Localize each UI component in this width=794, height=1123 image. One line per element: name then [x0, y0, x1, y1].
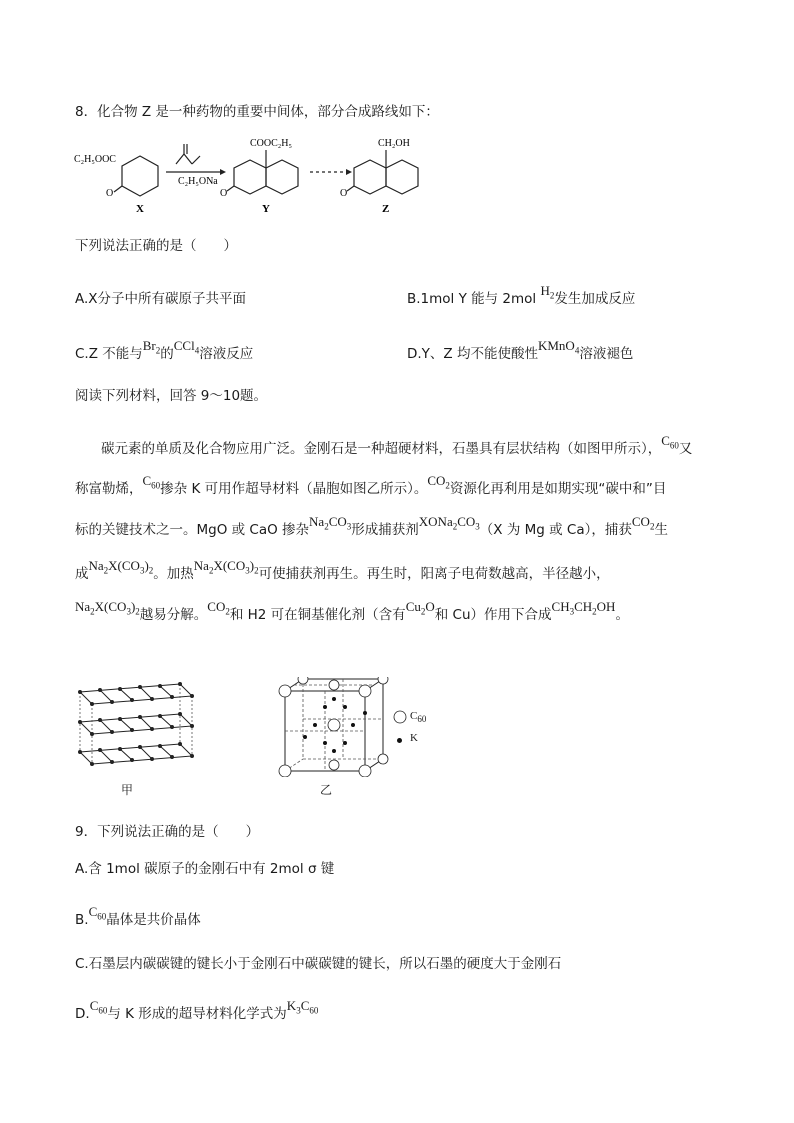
legend-k-label: K [410, 732, 418, 744]
y-label: Y [262, 203, 270, 215]
reading-line-3: 标的关键技术之一。MgO 或 CaO 掺杂$Na_2CO_3$形成捕获剂$XONa_2CO_3(X$ 为 Mg 或 Ca），捕获$CO_2$生 [75, 514, 668, 538]
legend-c60-label: $C_{60}$ [410, 710, 427, 725]
graphite-figure [70, 680, 200, 780]
q9-stem: 9．下列说法正确的是（ ） [75, 824, 260, 840]
z-substituent: CH₂OH [378, 138, 410, 149]
x-label: X [136, 203, 144, 215]
graphite-layer-middle [80, 714, 192, 734]
na2xco32-formula-1: $Na_2X(CO_3)_2$ [88, 558, 154, 576]
q8-question: 下列说法正确的是（ ） [75, 238, 237, 254]
q8-option-a: A.X分子中所有碳原子共平面 [75, 291, 247, 307]
svg-text:O: O [340, 188, 348, 199]
reading-line-5: $Na_2X(CO_3)_2$越易分解。$CO_2$和 H2 可在铜基催化剂（含有$Cu_2O$和 Cu）作用下合成$CH_3CH_2OH$。 [75, 599, 629, 623]
q8-option-c: C.Z 不能与$Br_2$的CCl$_4$溶液反应 [75, 338, 254, 362]
svg-text:O: O [106, 188, 114, 199]
graphite-layer-top [80, 684, 192, 704]
q8-option-b: B.1mol Y 能与 2mol $H_2$发生加成反应 [407, 283, 636, 307]
q9-option-b: $B.C_{60}$晶体是共价晶体 [75, 904, 201, 928]
y-substituent: COOC₂H₅ [250, 138, 292, 149]
q9-option-a: A.含 1mol 碳原子的金刚石中有 2mol σ 键 [75, 861, 335, 877]
z-label: Z [382, 203, 390, 215]
reading-line-2: 称富勒烯，$C_{60}$掺杂 K 可用作超导材料（晶胞如图乙所示）。$CO_2$资源化再利用是如期实现“碳中和”目 [75, 473, 667, 497]
figure-jia-label: 甲 [121, 783, 134, 797]
unit-cell-figure [275, 677, 395, 777]
x-substituent: C₂H₅OOC [74, 154, 116, 165]
reading-line-4: 成$Na_2X(CO_3)_2$。加热$Na_2X(CO_3)_2$可使捕获剂再生。再生时，阳离子电荷数越高，半径越小， [75, 558, 610, 582]
legend-k-dot-icon [397, 738, 402, 743]
q8-option-d: D.Y、Z 均不能使酸性KMnO$_4$溶液褪色 [407, 338, 634, 362]
na2xco32-formula-3: $Na_2X(CO_3)_2$ [75, 599, 140, 617]
figure-yi-label: 乙 [320, 783, 333, 797]
legend-c60-icon [393, 710, 407, 724]
q9-option-c: C.石墨层内碳碳键的键长小于金刚石中碳碳键的键长，所以石墨的硬度大于金刚石 [75, 956, 562, 972]
na2xco32-formula-2: $Na_2X(CO_3)_2$ [193, 558, 259, 576]
q9-option-d: $D.C_{60}$与 K 形成的超导材料化学式为$K_3C_{60}$ [75, 998, 319, 1022]
svg-text:O: O [220, 188, 228, 199]
q8-stem: 8．化合物 Z 是一种药物的重要中间体，部分合成路线如下： [75, 104, 439, 120]
reagent-label: C₂H₅ONa [178, 176, 218, 187]
reading-line-1: 碳元素的单质及化合物应用广泛。金刚石是一种超硬材料，石墨具有层状结构（如图甲所示），$C_{60}$又 [101, 433, 693, 457]
synthesis-scheme [70, 136, 470, 216]
reading-intro: 阅读下列材料，回答 9～10题。 [75, 388, 268, 404]
graphite-layer-bottom [80, 744, 192, 764]
